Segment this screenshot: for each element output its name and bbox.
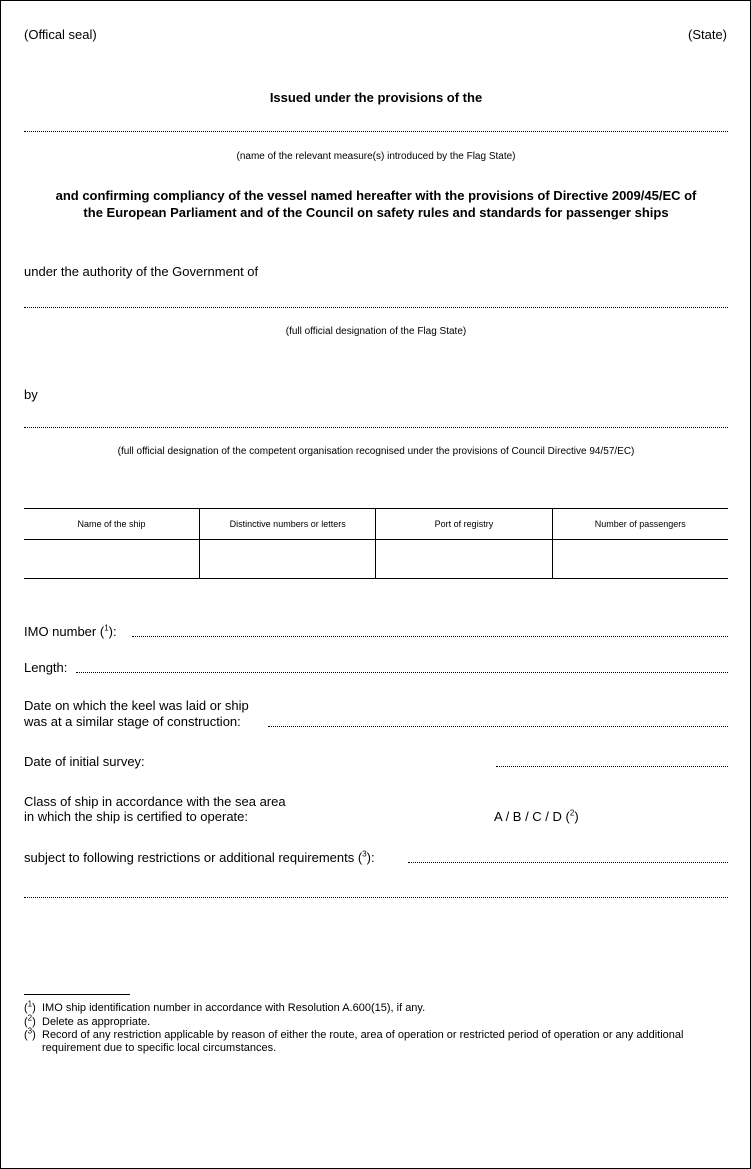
restrictions-label: subject to following restrictions or additional requirements ($^3$): (24, 849, 375, 865)
measure-field[interactable] (24, 131, 728, 132)
initial-survey-field[interactable] (496, 766, 728, 767)
distinctive-numbers-cell[interactable] (200, 540, 376, 579)
flag-state-caption: (full official designation of the Flag State) (285, 326, 467, 337)
imo-number-field[interactable] (132, 636, 728, 637)
state-label: (State) (687, 27, 727, 42)
column-header-port-of-registry: Port of registry (376, 509, 552, 540)
keel-date-label-line1: Date on which the keel was laid or ship (24, 698, 249, 713)
length-field[interactable] (76, 672, 728, 673)
initial-survey-label: Date of initial survey: (24, 754, 145, 769)
footnote-ref-1: 1 (104, 623, 109, 633)
official-seal-label: (Offical seal) (24, 27, 97, 42)
by-text: by (24, 387, 38, 402)
footnote-ref-2: 2 (569, 808, 575, 818)
footnote-3: ($^3$) Record of any restriction applicable by reason of either the route, area of operation or restricted period of operation or any additional requirement due to specific local circumstances. (24, 1026, 684, 1054)
number-of-passengers-cell[interactable] (552, 540, 728, 579)
imo-number-label: IMO number ($^1$): (24, 623, 117, 639)
column-header-distinctive-numbers: Distinctive numbers or letters (200, 509, 376, 540)
footnote-2: ($^2$) Delete as appropriate. (24, 1013, 151, 1028)
confirming-text-line1: and confirming compliancy of the vessel named hereafter with the provisions of Directive 2009/45/EC of (55, 188, 697, 203)
footnote-1: ($^1$) IMO ship identification number in accordance with Resolution A.600(15), if any. (24, 999, 426, 1014)
column-header-ship-name: Name of the ship (24, 509, 200, 540)
restrictions-field[interactable] (408, 862, 728, 863)
organisation-caption: (full official designation of the competent organisation recognised under the provisions of Council Directive 94/57/EC) (117, 446, 635, 457)
port-of-registry-cell[interactable] (376, 540, 552, 579)
footnote-ref-3: 3 (362, 849, 367, 859)
table-row (24, 540, 728, 579)
restrictions-field-continued[interactable] (24, 897, 728, 898)
keel-date-field[interactable] (268, 726, 728, 727)
keel-date-label-line2: was at a similar stage of construction: (24, 714, 241, 729)
ship-class-label-line2: in which the ship is certified to operate: (24, 809, 249, 824)
ship-details-table (24, 508, 728, 579)
footnote-separator (24, 994, 130, 995)
length-label: Length: (24, 660, 68, 675)
measure-caption: (name of the relevant measure(s) introduced by the Flag State) (236, 151, 516, 162)
organisation-field[interactable] (24, 427, 728, 428)
confirming-text-line2: the European Parliament and of the Council on safety rules and standards for passenger ships (83, 205, 669, 220)
flag-state-field[interactable] (24, 307, 728, 308)
ship-class-options[interactable]: A / B / C / D ($^2$) (494, 808, 579, 824)
issued-heading: Issued under the provisions of the (269, 90, 483, 105)
ship-name-cell[interactable] (24, 540, 200, 579)
table-header-row (24, 509, 728, 540)
ship-class-label-line1: Class of ship in accordance with the sea area (24, 794, 286, 809)
authority-text: under the authority of the Government of (24, 264, 259, 279)
column-header-number-of-passengers: Number of passengers (552, 509, 728, 540)
